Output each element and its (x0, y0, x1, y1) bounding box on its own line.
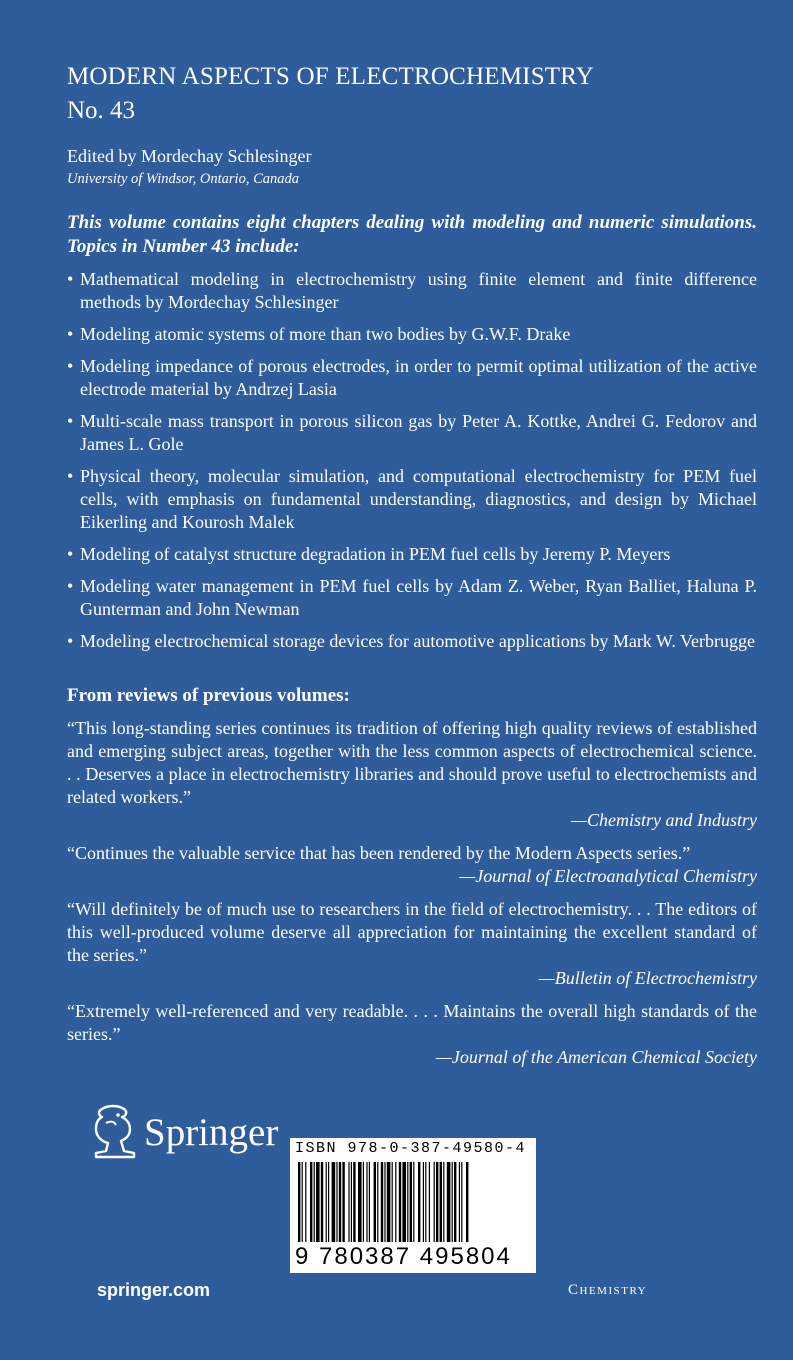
barcode-bar (384, 1162, 385, 1242)
review-quote: “This long-standing series continues its tradition of offering high quality reviews of established and emerging subject areas, together with the less common aspects of electrochemical science. . . Deserves a place in electrochemistry libraries and should prove useful to electrochemists and related workers.” (67, 718, 757, 807)
review-source: —Journal of the American Chemical Society (435, 1047, 757, 1067)
reviews-heading: From reviews of previous volumes: (67, 685, 350, 706)
barcode-bar (429, 1162, 430, 1242)
barcode-bar (305, 1162, 306, 1242)
topic-text: Mathematical modeling in electrochemistry using finite element and finite difference methods by Mordechay Schlesinger (80, 269, 757, 312)
barcode-bar (336, 1162, 337, 1242)
topic-text: Modeling of catalyst structure degradation in PEM fuel cells by Jeremy P. Meyers (80, 544, 671, 564)
topic-text: Modeling water management in PEM fuel cells by Adam Z. Weber, Ryan Balliet, Haluna P. Gunterman and John Newman (80, 576, 757, 619)
topic-text: Modeling atomic systems of more than two bodies by G.W.F. Drake (80, 324, 571, 344)
publisher-name: Springer (144, 1111, 279, 1154)
barcode-bar (392, 1162, 393, 1242)
bullet-icon: • (67, 466, 74, 486)
ean-number: 9 780387 495804 (295, 1243, 512, 1270)
series-title: MODERN ASPECTS OF ELECTROCHEMISTRY (67, 63, 595, 90)
springer-logo (88, 1103, 288, 1163)
springer-horse-icon (88, 1103, 142, 1163)
review-item (67, 717, 757, 832)
topic-item (67, 268, 757, 314)
topic-text: Modeling electrochemical storage devices for automotive applications by Mark W. Verbrugge (80, 631, 755, 651)
review-source: —Bulletin of Electrochemistry (538, 968, 757, 988)
editor-line: Edited by Mordechay Schlesinger (67, 146, 312, 166)
barcode-bar (443, 1162, 444, 1242)
barcode-bar (413, 1162, 414, 1242)
barcode-bar (348, 1162, 349, 1242)
bullet-icon: • (67, 576, 74, 596)
topic-item (67, 465, 757, 534)
topic-item (67, 630, 757, 653)
barcode-bar (434, 1162, 435, 1242)
bullet-icon: • (67, 544, 74, 564)
barcode-bar (302, 1162, 303, 1242)
barcode-bar (410, 1162, 412, 1242)
barcode-bar (425, 1162, 426, 1242)
review-source: —Chemistry and Industry (571, 810, 757, 830)
barcode-bar (326, 1162, 327, 1242)
topic-item (67, 410, 757, 456)
editor-affiliation: University of Windsor, Ontario, Canada (67, 171, 300, 187)
review-quote: “Continues the valuable service that has been rendered by the Modern Aspects series.” (67, 843, 691, 863)
barcode-bar (459, 1162, 460, 1242)
barcode-bar (440, 1162, 442, 1242)
barcode-bar (366, 1162, 367, 1242)
reviews-list (67, 717, 757, 1079)
barcode-bar (454, 1162, 456, 1242)
barcode-bar (436, 1162, 438, 1242)
barcode-bar (377, 1162, 378, 1242)
barcode-bar (314, 1162, 315, 1242)
review-item (67, 842, 757, 888)
bullet-icon: • (67, 411, 74, 431)
barcode-bar (395, 1162, 396, 1242)
barcode-bar (339, 1162, 341, 1242)
barcode-bar (418, 1162, 420, 1242)
barcode-bar (353, 1162, 355, 1242)
publisher-website[interactable]: springer.com (97, 1280, 211, 1300)
review-source: —Journal of Electroanalytical Chemistry (459, 866, 757, 886)
barcode-bar (358, 1162, 362, 1242)
topic-text: Multi-scale mass transport in porous silicon gas by Peter A. Kottke, Andrei G. Fedorov and James L. Gole (80, 411, 757, 454)
barcode-bar (387, 1162, 391, 1242)
bullet-icon: • (67, 269, 74, 289)
barcode-bar (407, 1162, 408, 1242)
bullet-icon: • (67, 631, 74, 651)
review-item (67, 1000, 757, 1069)
review-item (67, 898, 757, 990)
barcode-bar (298, 1162, 300, 1242)
barcode-bar (466, 1162, 468, 1242)
topic-text: Modeling impedance of porous electrodes, in order to permit optimal utilization of the active electrode material by Andrzej Lasia (80, 356, 757, 399)
review-quote: “Extremely well-referenced and very readable. . . . Maintains the overall high standards of the series.” (67, 1001, 757, 1044)
barcode-bar (310, 1162, 312, 1242)
intro-paragraph: This volume contains eight chapters dealing with modeling and numeric simulations. Topics in Number 43 include: (67, 212, 757, 257)
barcode-bar (452, 1162, 453, 1242)
topic-item (67, 323, 757, 346)
barcode-bar (328, 1162, 329, 1242)
barcode-bar (363, 1162, 364, 1242)
barcode-bars (298, 1162, 531, 1242)
topic-item (67, 543, 757, 566)
series-number: No. 43 (67, 97, 136, 124)
barcode-bar (351, 1162, 352, 1242)
topic-text: Physical theory, molecular simulation, and computational electrochemistry for PEM fuel cells, with emphasis on fundamental understanding, diagnostics, and design by Michael Eikerling and Kourosh Malek (80, 466, 757, 532)
topic-item (67, 575, 757, 621)
isbn-label: ISBN 978-0-387-49580-4 (295, 1140, 527, 1157)
barcode-bar (461, 1162, 462, 1242)
barcode-bar (447, 1162, 451, 1242)
barcode-bar (316, 1162, 320, 1242)
bullet-icon: • (67, 356, 74, 376)
barcode-bar (402, 1162, 406, 1242)
barcode-bar (423, 1162, 424, 1242)
barcode-bar (374, 1162, 376, 1242)
barcode-bar (332, 1162, 336, 1242)
subject-category: Chemistry (568, 1282, 648, 1298)
barcode-bar (399, 1162, 401, 1242)
barcode-bar (381, 1162, 383, 1242)
barcode-bar (369, 1162, 370, 1242)
barcode-bar (321, 1162, 323, 1242)
topic-item (67, 355, 757, 401)
bullet-icon: • (67, 324, 74, 344)
barcode-bar (342, 1162, 344, 1242)
review-quote: “Will definitely be of much use to researchers in the field of electrochemistry. . . The editors of this well-produced volume deserve all appreciation for maintaining the excellent standard of the series.” (67, 899, 757, 965)
topics-list (67, 268, 757, 662)
